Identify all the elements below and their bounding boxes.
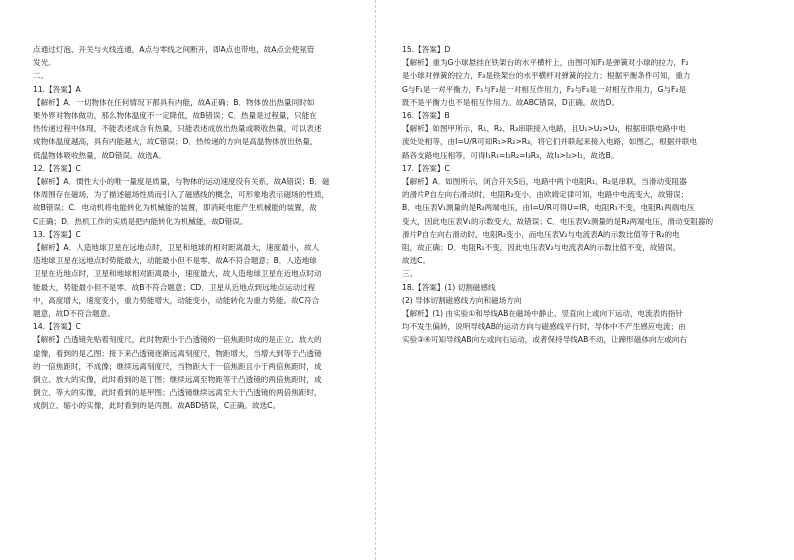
- text-line: 滑片P自左向右滑动时，电阻R₂变小，而电压表V₂与电流表A的示数比值等于R₂的电: [402, 229, 680, 239]
- text-line: B．电压表V₁测量的是R₂两端电压，由I=U/R可得U=IR，电阻R₁不变，电阻R₁两端电压: [402, 203, 695, 213]
- text-line: C正确；D．热机工作的实质是把内能转化为机械能，故D错误。: [33, 216, 248, 226]
- text-line: 造地球卫星在远地点时势能最大，动能最小但不是零。故A不符合题意；B．人造地球: [33, 256, 317, 266]
- text-line: 【解析】(1) 由实验①和导线AB在磁场中静止、竖直向上或向下运动，电流表的指针: [402, 309, 683, 319]
- text-line: 故B错误；C．电动机将电能转化为机械能的装置，即消耗电能产生机械能的装置，故: [33, 203, 317, 213]
- text-line: 【解析】如图甲所示，R₁、R₂、R₃串联接入电路，且U₁>U₂>U₃，根据串联电路中电: [402, 124, 686, 134]
- text-line: 既不是平衡力也不是相互作用力。故ABC错误，D正确。故选D。: [402, 97, 620, 107]
- text-line: 成倒立、缩小的实像，此时看到的是丙图。故ABD错误，C正确。故选C。: [33, 401, 281, 411]
- text-line: 【解析】重为G小球悬挂在铁架台的水平横杆上，由图可知F₁是弹簧对小球的拉力，F₂: [402, 58, 689, 68]
- answer-heading: 13.【答案】C: [33, 229, 81, 239]
- text-line: G与F₁是一对平衡力，F₁与F₂是一对相互作用力，F₂与F₃是一对相互作用力，G与F₂是: [402, 84, 687, 94]
- text-line: 故选C。: [402, 256, 431, 266]
- text-line: 卫星在近地点时，卫星和地球相对距离最小，速度最大，故人造地球卫星在近地点时动: [33, 269, 322, 279]
- text-line: 变大，因此电压表V₁的示数变大，故错误；C．电压表V₂测量的是R₂两端电压，滑动变阻器的: [402, 216, 714, 226]
- text-line: 发光。: [33, 58, 56, 68]
- text-line: 体周围存在磁场，为了描述磁场性质而引入了磁感线的概念，可形象地表示磁场的性质，: [33, 190, 330, 200]
- text-line: 低温物体吸收热量，故D错误。故选A。: [33, 150, 166, 160]
- text-line: 路各支路电压相等，可得I₁R₁=I₂R₂=I₃R₃，故I₃>I₂>I₁，故选B。: [402, 150, 619, 160]
- column-divider: [375, 0, 376, 560]
- text-line: 流处处相等，由I=U/R可知R₁>R₂>R₃，将它们并联起来接入电路，如图乙，根据并联电: [402, 137, 698, 147]
- text-line: 的一倍焦距时，不成像；继续远离刻度尺，当物距大于一倍焦距且小于两倍焦距时，成: [33, 361, 322, 371]
- text-line: 倒立、等大的实像，此时看到的是甲图；凸透镜继续远离至大于凸透镜的两倍焦距时，: [33, 388, 322, 398]
- text-line: 倒立、放大的实像，此时看到的是丁图；继续远离至物距等于凸透镜的两倍焦距时，成: [33, 375, 322, 385]
- text-line: 成物体温度越高，具有内能越大，故C错误；D．热传递的方向是高温物体放出热量，: [33, 137, 318, 147]
- text-line: 是小球对弹簧的拉力，F₃是铁架台的水平横杆对弹簧的拉力；根据平衡条件可知，重力: [402, 71, 691, 81]
- text-line: 阻，故正确；D．电阻R₁不变，因此电压表V₂与电流表A的示数比值不变，故错误。: [402, 243, 681, 253]
- text-line: 热传递过程中体现，不能表述成含有热量，只能表述成放出热量或吸收热量，可以表述: [33, 124, 322, 134]
- answer-heading: 12.【答案】C: [33, 163, 81, 173]
- text-line: 【解析】A．一切物体在任何情况下都具有内能，故A正确；B．物体放出热量同时如: [33, 97, 315, 107]
- text-line: 中，高度增大，速度变小，重力势能增大，动能变小，动能转化为重力势能。故C符合: [33, 295, 320, 305]
- text-line: 实验③④可知导线AB向左或向右运动，或者保持导线AB不动，让蹄形磁体向左或向右: [402, 335, 688, 345]
- text-line: 点通过灯泡、开关与火线连通，A点与零线之间断开，即A点也带电，故A点会使氖管: [33, 45, 315, 54]
- section-heading: 三、: [402, 269, 418, 279]
- section-heading: 二、: [33, 71, 49, 81]
- text-line: 【解析】凸透镜先贴着刻度尺，此时物距小于凸透镜的一倍焦距时成的是正立、放大的: [33, 335, 322, 345]
- right-column: [402, 43, 732, 347]
- answer-heading: 11.【答案】A: [33, 84, 81, 94]
- text-line: 果外界对物体做功，那么物体温度不一定降低，故B错误；C．热量是过程量，只能在: [33, 111, 317, 121]
- answer-heading: 15.【答案】D: [402, 45, 451, 54]
- answer-heading: 16.【答案】B: [402, 111, 450, 121]
- text-line: 【解析】A．惯性大小的唯一量度是质量，与物体的运动速度没有关系，故A错误；B．磁: [33, 177, 330, 187]
- answer-heading: 18.【答案】(1) 切割磁感线: [402, 282, 496, 292]
- text-line: 题意，故D不符合题意。: [33, 309, 115, 319]
- text-line: 的滑片P自左向右滑动时，电阻R₂变小，由欧姆定律可知，电路中电流变大，故错误；: [402, 190, 689, 200]
- text-line: 【解析】A．人造地球卫星在远地点时，卫星和地球的相对距离最大，速度最小，故人: [33, 243, 320, 253]
- answer-heading: 17.【答案】C: [402, 163, 450, 173]
- text-line: (2) 导体切割磁感线方向和磁场方向: [402, 295, 522, 305]
- text-line: 【解析】A．如图所示，闭合开关S后，电路中两个电阻R₁、R₂是串联，当滑动变阻器: [402, 177, 687, 187]
- text-line: 均不发生偏转，说明导线AB的运动方向与磁感线平行时，导体中不产生感应电流；由: [402, 322, 686, 332]
- text-line: 能最大，势能最小但不是零。故B不符合题意；CD．卫星从近地点到远地点运动过程: [33, 282, 316, 292]
- left-column: [33, 43, 363, 413]
- answer-heading: 14.【答案】C: [33, 322, 81, 332]
- text-line: 虚像，看到的是乙图；接下来凸透镜逐渐远离刻度尺，物距增大，当增大到等于凸透镜: [33, 348, 322, 358]
